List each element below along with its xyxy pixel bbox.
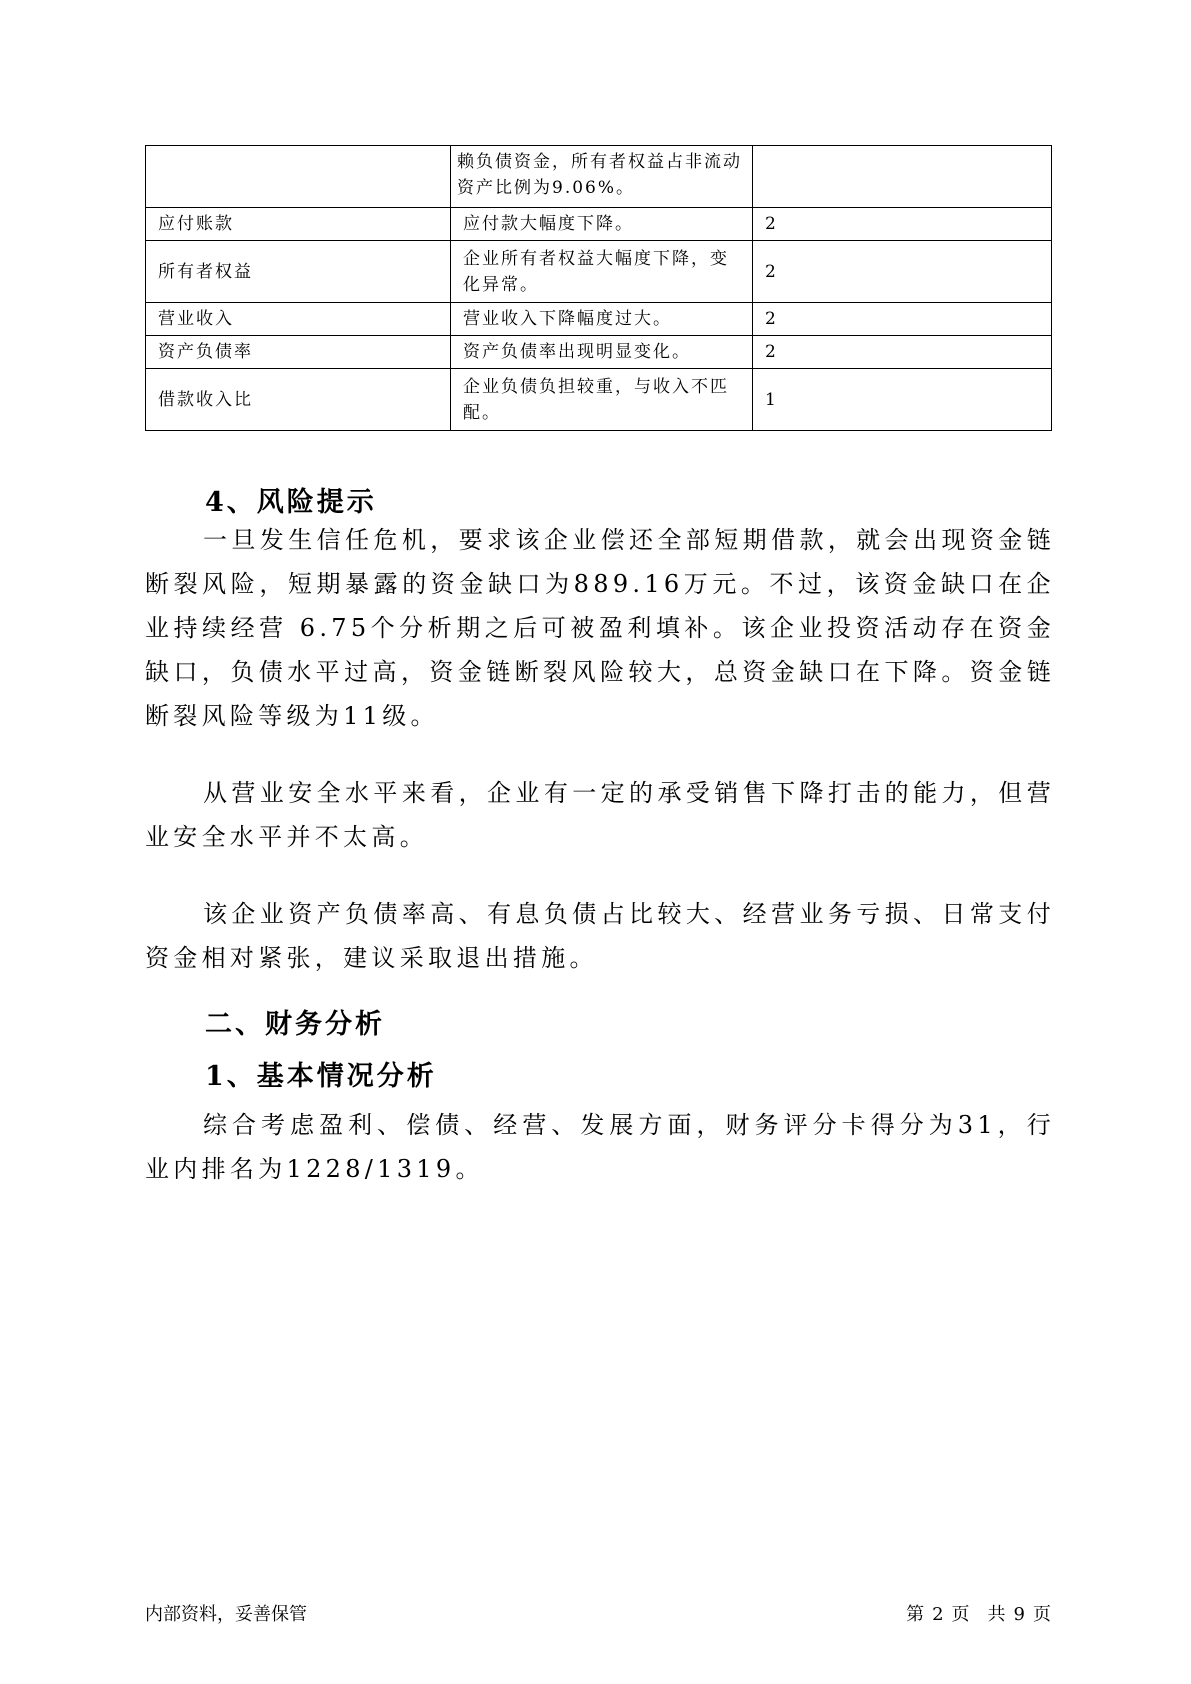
score-cell: 2 bbox=[753, 336, 1052, 369]
total-prefix: 共 bbox=[987, 1604, 1006, 1625]
page-mid: 页 bbox=[951, 1604, 970, 1625]
description-cell: 营业收入下降幅度过大。 bbox=[451, 303, 753, 336]
score-cell: 2 bbox=[753, 241, 1052, 303]
page-current: 2 bbox=[932, 1604, 944, 1625]
risk-paragraph-2: 从营业安全水平来看，企业有一定的承受销售下降打击的能力，但营业安全水平并不太高。 bbox=[145, 779, 1055, 851]
confidential-notice: 内部资料，妥善保管 bbox=[145, 1604, 307, 1625]
table-row bbox=[146, 336, 1052, 369]
risk-indicator-table bbox=[145, 145, 1052, 431]
score-cell: 2 bbox=[753, 208, 1052, 241]
description-cell: 赖负债资金，所有者权益占非流动资产比例为9.06%。 bbox=[451, 146, 753, 208]
description-cell: 企业所有者权益大幅度下降，变化异常。 bbox=[451, 241, 753, 303]
page-number bbox=[906, 1600, 1051, 1626]
description-cell: 应付款大幅度下降。 bbox=[451, 208, 753, 241]
page-total: 9 bbox=[1013, 1604, 1025, 1625]
table-row bbox=[146, 303, 1052, 336]
indicator-cell: 营业收入 bbox=[146, 303, 451, 336]
description-cell: 企业负债负担较重，与收入不匹配。 bbox=[451, 369, 753, 431]
table-row bbox=[146, 208, 1052, 241]
indicator-cell bbox=[146, 146, 451, 208]
subsection-heading-basic: 1、基本情况分析 bbox=[205, 1061, 437, 1092]
page-prefix: 第 bbox=[906, 1604, 925, 1625]
indicator-cell: 借款收入比 bbox=[146, 369, 451, 431]
table-row bbox=[146, 369, 1052, 431]
section-heading-risk: 4、风险提示 bbox=[205, 487, 377, 518]
finance-paragraph: 综合考虑盈利、偿债、经营、发展方面，财务评分卡得分为31，行业内排名为1228/1319。 bbox=[145, 1111, 1055, 1183]
indicator-cell: 资产负债率 bbox=[146, 336, 451, 369]
table-row bbox=[146, 241, 1052, 303]
score-cell: 1 bbox=[753, 369, 1052, 431]
table-row bbox=[146, 146, 1052, 208]
indicator-cell: 应付账款 bbox=[146, 208, 451, 241]
section-heading-finance: 二、财务分析 bbox=[205, 1009, 385, 1040]
score-cell: 2 bbox=[753, 303, 1052, 336]
risk-paragraph-3: 该企业资产负债率高、有息负债占比较大、经营业务亏损、日常支付资金相对紧张，建议采取退出措施。 bbox=[145, 900, 1055, 972]
total-suffix: 页 bbox=[1033, 1604, 1051, 1625]
score-cell bbox=[753, 146, 1052, 208]
description-cell: 资产负债率出现明显变化。 bbox=[451, 336, 753, 369]
indicator-cell: 所有者权益 bbox=[146, 241, 451, 303]
risk-paragraph-1: 一旦发生信任危机，要求该企业偿还全部短期借款，就会出现资金链断裂风险，短期暴露的资金缺口为889.16万元。不过，该资金缺口在企业持续经营 6.75个分析期之后可被盈利填补。该企业投资活动存在资金缺口，负债水平过高，资金链断裂风险较大，总资金缺口在下降。资金链断裂风险等级为11级。 bbox=[145, 526, 1055, 730]
